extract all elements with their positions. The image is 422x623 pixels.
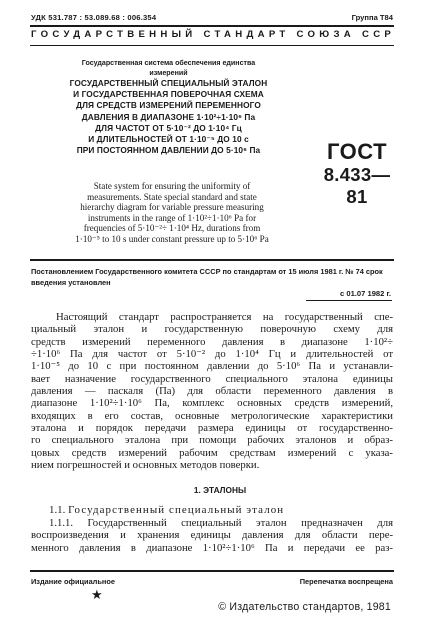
- body-line: входящих в его состав, основные метрологические характеристики: [31, 409, 393, 422]
- clause-line: менного давления в диапазоне 1·10²÷1·10⁶ Па и передачи ее раз-: [31, 541, 393, 554]
- main-title-line: ДЛЯ ЧАСТОТ ОТ 5·10⁻² ДО 1·10⁴ Гц: [95, 122, 242, 133]
- body-line: эталона и порядок передачи размера единицы от государственно-: [31, 422, 393, 435]
- english-title: [56, 181, 288, 245]
- body-line: давления — паскаля (Па) для области переменного давления в: [31, 385, 393, 398]
- section-title: [0, 485, 422, 495]
- effective-date: с 01.07 1982 г.: [340, 289, 391, 298]
- main-title-line: ДЛЯ СРЕДСТВ ИЗМЕРЕНИЙ ПЕРЕМЕННОГО: [76, 100, 261, 111]
- english-title-line: instruments in the range of 1·10²÷1·10⁶ Pa for: [87, 212, 257, 223]
- main-title-line: ПРИ ПОСТОЯННОМ ДАВЛЕНИИ ДО 5·10⁶ Па: [76, 145, 261, 156]
- clause-paragraph: [31, 517, 393, 554]
- clause-line: 1.1.1. Государственный специальный эталон предназначен для: [49, 517, 393, 529]
- main-title-line: ГОСУДАРСТВЕННЫЙ СПЕЦИАЛЬНЫЙ ЭТАЛОН: [69, 78, 268, 88]
- section-title-text: 1. ЭТАЛОНЫ: [193, 485, 247, 495]
- subsection-heading: [31, 504, 393, 516]
- footer-rule: [30, 570, 394, 572]
- decree-rule: [30, 259, 394, 261]
- body-line: Настоящий стандарт распространяется на государственный спе-: [56, 311, 393, 323]
- clause-line: воспроизведения и хранения единицы давления для области пере-: [31, 529, 393, 542]
- group-code: Группа Т84: [351, 13, 393, 22]
- system-subtitle-line: измерений: [149, 69, 188, 77]
- effective-date-underline: [306, 300, 392, 301]
- gost-label: ГОСТ: [326, 139, 388, 164]
- udk-code: УДК 531.787 : 53.089.68 : 006.354: [31, 13, 157, 22]
- english-title-line: measurements. State special standard and state: [87, 191, 257, 202]
- body-line: нием погрешностей и основных методов поверки.: [31, 459, 260, 472]
- reprint-prohibited-label: Перепечатка воспрещена: [299, 577, 393, 586]
- english-title-line: hierarchy diagram for variable pressure measuring: [80, 202, 264, 213]
- title-block: [31, 58, 306, 156]
- main-title-line: И ДЛИТЕЛЬНОСТЕЙ ОТ 1·10⁻⁵ ДО 10 с: [88, 134, 249, 145]
- english-title-line: 1·10⁻⁵ to 10 s under constant pressure up to 5·10⁶ Pa: [75, 233, 269, 244]
- body-line: диапазоне 1·10²÷1·10⁶ Па, комплекс основных средств измерений,: [31, 397, 393, 410]
- gost-number: 8.433—81: [323, 164, 391, 207]
- system-subtitle-line: Государственная система обеспечения единства: [81, 59, 256, 67]
- body-line: цовых средств измерений рабочим средствам измерений с указа-: [31, 446, 393, 459]
- official-edition-label: Издание официальное: [31, 577, 116, 586]
- standard-union-title: ГОСУДАРСТВЕННЫЙ СТАНДАРТ СОЮЗА ССР: [31, 29, 396, 40]
- body-line: средств измерений переменного давления в диапазоне 1·10²÷: [31, 335, 393, 348]
- header-rule-top: [30, 25, 394, 27]
- main-title-line: И ГОСУДАРСТВЕННАЯ ПОВЕРОЧНАЯ СХЕМА: [73, 89, 264, 100]
- copyright-line: © Издательство стандартов, 1981: [218, 601, 391, 613]
- main-title-line: ДАВЛЕНИЯ В ДИАПАЗОНЕ 1·10²÷1·10⁶ Па: [81, 111, 256, 122]
- decree-text: Постановлением Государственного комитета СССР по стандартам от 15 июля 1981 г. № 74 срок введения установлен: [31, 267, 383, 287]
- subsection-title: Государственный специальный эталон: [68, 504, 285, 516]
- body-line: циальный эталон и государственную поверочную схему для: [31, 323, 393, 336]
- body-line: ÷1·10⁶ Па для частот от 5·10⁻² до 1·10⁴ Гц и длительностей от: [31, 348, 393, 361]
- body-line: го специального эталона при помощи рабочих эталонов и образ-: [31, 434, 393, 447]
- intro-paragraph: [31, 311, 393, 471]
- header-rule-bottom: [30, 45, 394, 46]
- star-icon: ★: [91, 588, 103, 603]
- body-line: вает назначение государственного специального эталона единицы: [31, 372, 393, 385]
- english-title-line: State system for ensuring the uniformity of: [93, 181, 251, 191]
- body-line: 1·10⁻⁵ до 10 с при постоянном давлении до 5·10⁶ Па и устанавли-: [31, 360, 393, 373]
- subsection-number: 1.1.: [49, 504, 66, 516]
- english-title-line: frequencies of 5·10⁻²÷ 1·10⁴ Hz, durations from: [83, 223, 261, 234]
- gost-designation: [316, 140, 398, 208]
